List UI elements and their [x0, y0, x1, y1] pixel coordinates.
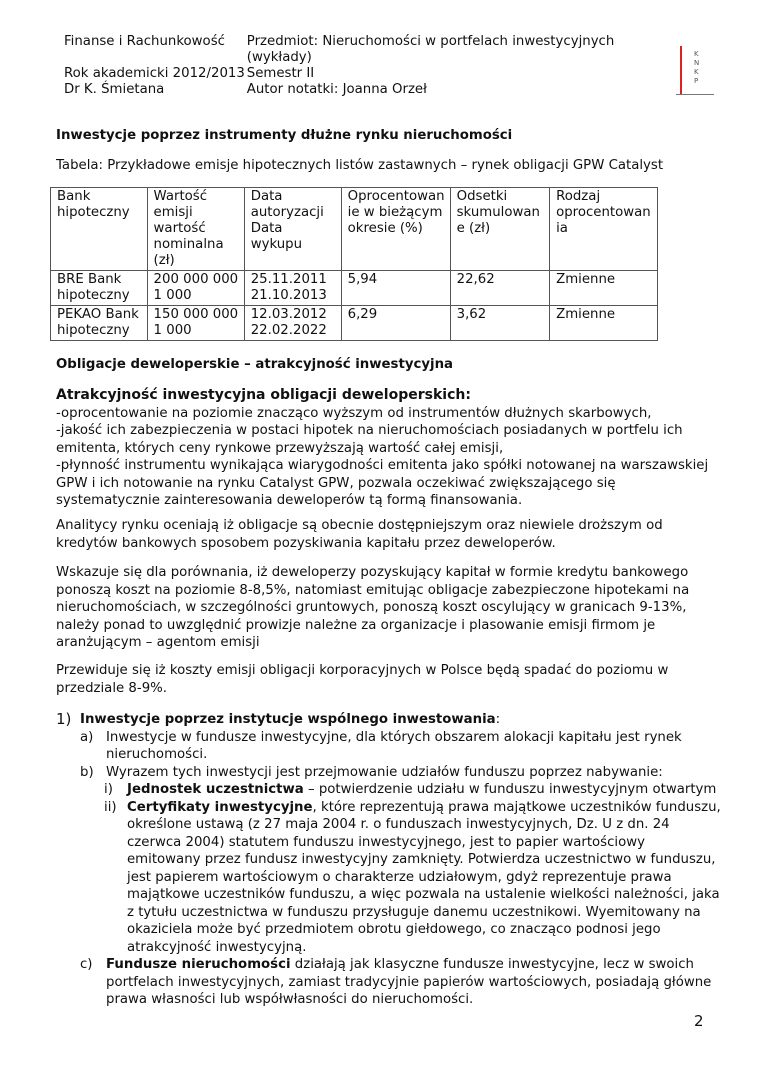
attractiveness-block	[56, 387, 716, 510]
header-cell-rate-type: Rodzaj oprocentowan ia	[550, 188, 658, 271]
logo-red-line	[680, 46, 682, 94]
logo-baseline	[676, 94, 714, 95]
list-item-a: a) Inwestycje w fundusze inwestycyjne, dla których obszarem alokacji kapitału jest rynek nieruchomości.	[80, 729, 682, 762]
header-row	[64, 66, 664, 82]
cell-interest: 22,62	[450, 271, 549, 306]
document-header	[64, 34, 664, 98]
table-caption: Tabela: Przykładowe emisje hipotecznych listów zastawnych – rynek obligacji GPW Catalyst	[56, 158, 664, 173]
logo-letters: K N K P	[694, 50, 700, 85]
bullet-line: -płynność instrumentu wynikająca wiarygodności emitenta jako spółki notowanej na warszawskiej GPW i ich notowanie na rynku Catalyst GPW, pozwala oczekiwać zwiększającego się systematycznie zainteresowania deweloperów tą formą finansowania.	[56, 458, 709, 508]
header-cell-bank: Bank hipoteczny	[51, 188, 148, 271]
table-row	[51, 271, 658, 306]
list-marker: ii)	[104, 799, 117, 815]
list-item-i: i) Jednostek uczestnictwa – potwierdzenie udziału w funduszu inwestycyjnym otwartym	[104, 782, 717, 797]
list-item-ii: ii) Certyfikaty inwestycyjne, które reprezentują prawa majątkowe uczestników funduszu, określone ustawą (z 27 maja 2004 r. o funduszach inwestycyjnych, Dz. U z dn. 24 czerwca 2004) statutem funduszu inwestycyjnego, jest to papier wartościowy emitowany przez fundusz inwestycyjny zamknięty. Potwierdza uczestnictwo w funduszu, jest papierem wartościowym o charakterze udziałowym, gdyż reprezentuje prawa majątkowe uczestników funduszu, a więc pozwala na ustalenie wielkości należności, jaka z tytułu uczestnictwa w funduszu przysługuje danemu uczestnikowi. Wyemitowany na okaziciela może być przedmiotem obrotu giełdowego, co znacząco podnosi jego atrakcyjność inwestycyjną.	[104, 799, 721, 955]
page-number: 2	[694, 1012, 704, 1030]
list-marker: i)	[104, 782, 113, 797]
list-marker: b)	[80, 764, 94, 780]
cell-bank: PEKAO Bank hipoteczny	[51, 306, 148, 341]
cell-dates: 25.11.2011 21.10.2013	[244, 271, 341, 306]
cell-rate: 6,29	[341, 306, 450, 341]
header-cell-dates: Data autoryzacji Data wykupu	[244, 188, 341, 271]
table-header-row	[51, 188, 658, 271]
header-cell-interest: Odsetki skumulowan e (zł)	[450, 188, 549, 271]
knkp-logo	[676, 46, 720, 98]
header-row	[64, 82, 664, 98]
cell-dates: 12.03.2012 22.02.2022	[244, 306, 341, 341]
cell-interest: 3,62	[450, 306, 549, 341]
paragraph-comparison: Wskazuje się dla porównania, iż deweloperzy pozyskujący kapitał w formie kredytu bankowego ponoszą koszt na poziomie 8-8,5%, natomiast emitując obligacje zabezpieczone hipotekami na nieruchomościach, w szczególności gruntowych, ponoszą koszt oscylujący w granicach 9-13%, należy ponad to uwzględnić prowizje należne za organizacje i plasowanie emisji firmom je aranżującym – agentom emisji	[56, 565, 690, 650]
lecturer: Dr K. Śmietana	[64, 82, 165, 97]
cell-rate: 5,94	[341, 271, 450, 306]
cell-value: 200 000 000 1 000	[147, 271, 244, 306]
bullet-line: -jakość ich zabezpieczenia w postaci hipotek na nieruchomościach posiadanych w portfelu ich emitenta, których ceny rynkowe przewyższają wartość całej emisji,	[56, 423, 683, 456]
header-row	[64, 34, 664, 66]
attractiveness-subtitle: Atrakcyjność inwestycyjna obligacji deweloperskich:	[56, 387, 471, 403]
cell-rate-type: Zmienne	[550, 306, 658, 341]
list-marker: c)	[80, 957, 93, 972]
mortgage-bonds-table	[50, 187, 658, 341]
list-marker: a)	[80, 729, 94, 745]
list-item-c: c) Fundusze nieruchomości działają jak klasyczne fundusze inwestycyjne, lecz w swoich portfelach inwestycyjnych, zamiast tradycyjnie papierów wartościowych, posiadają główne prawa własności lub współwłasności do nieruchomości.	[80, 957, 712, 1007]
field-of-study: Finanse i Rachunkowość	[64, 34, 225, 49]
list-item-1: 1) Inwestycje poprzez instytucje wspólnego inwestowania:	[56, 710, 501, 728]
list-marker: 1)	[56, 710, 72, 728]
cell-value: 150 000 000 1 000	[147, 306, 244, 341]
table-row	[51, 306, 658, 341]
note-author: Autor notatki: Joanna Orzeł	[246, 82, 427, 97]
subject: Przedmiot: Nieruchomości w portfelach inwestycyjnych (wykłady)	[246, 34, 615, 65]
academic-year: Rok akademicki 2012/2013	[64, 66, 245, 81]
paragraph-analysts: Analitycy rynku oceniają iż obligacje są obecnie dostępniejszym oraz niewiele droższym od kredytów bankowych sposobem pozyskiwania kapitału przez deweloperów.	[56, 518, 663, 551]
header-cell-value: Wartość emisji wartość nominalna (zł)	[147, 188, 244, 271]
semester: Semestr II	[246, 66, 315, 81]
cell-bank: BRE Bank hipoteczny	[51, 271, 148, 306]
list-item-b: b) Wyrazem tych inwestycji jest przejmowanie udziałów funduszu poprzez nabywanie:	[80, 764, 663, 780]
bullet-line: -oprocentowanie na poziomie znacząco wyższym od instrumentów dłużnych skarbowych,	[56, 405, 652, 421]
cell-rate-type: Zmienne	[550, 271, 658, 306]
paragraph-forecast: Przewiduje się iż koszty emisji obligacji korporacyjnych w Polsce będą spadać do poziomu w przedziale 8-9%.	[56, 663, 669, 696]
header-cell-rate: Oprocentowan ie w bieżącym okresie (%)	[341, 188, 450, 271]
section-title-developer-bonds: Obligacje deweloperskie – atrakcyjność inwestycyjna	[56, 357, 454, 372]
section-title-debt-instruments: Inwestycje poprzez instrumenty dłużne rynku nieruchomości	[56, 128, 513, 143]
numbered-list	[56, 710, 721, 1009]
